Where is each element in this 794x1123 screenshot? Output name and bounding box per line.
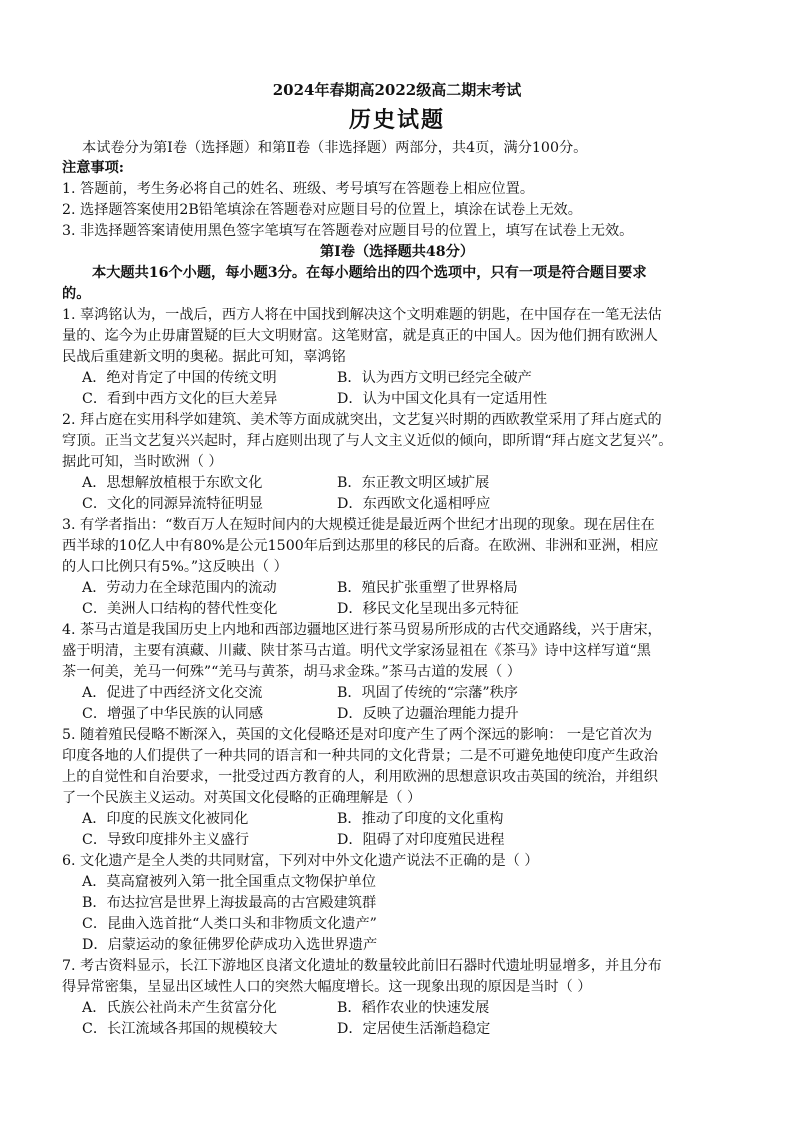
question-3-option-b: B．殖民扩张重塑了世界格局 bbox=[337, 580, 518, 596]
question-6-option-c: C．昆曲入选首批“人类口头和非物质文化遗产” bbox=[82, 916, 377, 932]
question-2-stem: 2. 拜占庭在实用科学如建筑、美术等方面成就突出，文艺复兴时期的西欧教堂采用了拜占庭式的 bbox=[62, 412, 662, 428]
question-5-stem: 了一个民族主义运动。对英国文化侵略的正确理解是（ ） bbox=[62, 790, 422, 806]
question-2-option-d: D．东西欧文化遥相呼应 bbox=[337, 496, 491, 512]
question-1-option-c: C．看到中西方文化的巨大差异 bbox=[82, 391, 278, 407]
question-7-stem: 7. 考古资料显示，长江下游地区良渚文化遗址的数量较此前旧石器时代遗址明显增多，并且分布 bbox=[62, 958, 662, 974]
question-7-option-b: B．稻作农业的快速发展 bbox=[337, 1000, 490, 1016]
question-7-option-c: C．长江流域各邦国的规模较大 bbox=[82, 1021, 278, 1037]
question-3-stem: 西半球的10亿人中有80%是公元1500年后到达那里的移民的后裔。在欧洲、非洲和亚洲，相应 bbox=[62, 538, 659, 554]
question-5-option-c: C．导致印度排外主义盛行 bbox=[82, 832, 249, 848]
question-3-stem: 3. 有学者指出：“数百万人在短时间内的大规模迁徙是最近两个世纪才出现的现象。现在居住在 bbox=[62, 517, 655, 533]
question-1-stem: 1. 辜鸿铭认为，一战后，西方人将在中国找到解决这个文明难题的钥匙，在中国存在一笔无法估 bbox=[62, 307, 662, 323]
question-7-option-d: D．定居使生活渐趋稳定 bbox=[337, 1021, 491, 1037]
question-1-stem: 量的、迄今为止毋庸置疑的巨大文明财富。这笔财富，就是真正的中国人。因为他们拥有欧洲人 bbox=[62, 328, 658, 344]
question-5-stem: 上的自觉性和自治要求，一批受过西方教育的人，利用欧洲的思想意识攻击英国的统治，并组织 bbox=[62, 769, 658, 785]
question-4-option-a: A．促进了中西经济文化交流 bbox=[82, 685, 263, 701]
question-7-stem: 得异常密集，呈显出区域性人口的突然大幅度增长。这一现象出现的原因是当时（ ） bbox=[62, 979, 592, 995]
question-2-option-b: B．东正教文明区域扩展 bbox=[337, 475, 490, 491]
question-2-option-c: C．文化的同源异流特征明显 bbox=[82, 496, 264, 512]
question-3-stem: 的人口比例只有5%。”这反映出（ ） bbox=[62, 559, 288, 575]
question-6-option-d: D．启蒙运动的象征佛罗伦萨成功入选世界遗产 bbox=[82, 937, 378, 953]
question-1-stem: 民战后重建新文明的奥秘。据此可知，辜鸿铭 bbox=[62, 349, 346, 365]
question-3-option-c: C．美洲人口结构的替代性变化 bbox=[82, 601, 278, 617]
note-item: 3. 非选择题答案请使用黑色签字笔填写在答题卷对应题目号的位置上，填写在试卷上无效。 bbox=[62, 223, 634, 239]
question-5-stem: 5. 随着殖民侵略不断深入，英国的文化侵略还是对印度产生了两个深远的影响： 一是它首次为 bbox=[62, 727, 653, 743]
question-5-stem: 印度各地的人们提供了一种共同的语言和一种共同的文化背景；二是不可避免地使印度产生政治 bbox=[62, 748, 658, 764]
question-6-option-a: A．莫高窟被列入第一批全国重点文物保护单位 bbox=[82, 874, 376, 890]
question-2-stem: 穹顶。正当文艺复兴兴起时，拜占庭则出现了与人文主义近似的倾向，即所谓“拜占庭文艺复兴”。 bbox=[62, 433, 673, 449]
question-5-option-d: D．阻碍了对印度殖民进程 bbox=[337, 832, 505, 848]
question-1-option-b: B．认为西方文明已经完全破产 bbox=[337, 370, 532, 386]
question-1-option-d: D．认为中国文化具有一定适用性 bbox=[337, 391, 548, 407]
intro-text: 本试卷分为第Ⅰ卷（选择题）和第Ⅱ卷（非选择题）两部分，共4页，满分100分。 bbox=[82, 140, 588, 156]
question-4-option-c: C．增强了中华民族的认同感 bbox=[82, 706, 264, 722]
question-4-option-d: D．反映了边疆治理能力提升 bbox=[337, 706, 519, 722]
subject-title: 历史试题 bbox=[348, 107, 445, 133]
note-item: 1. 答题前，考生务必将自己的姓名、班级、考号填写在答题卷上相应位置。 bbox=[62, 181, 535, 197]
question-4-stem: 盛于明清，主要有滇藏、川藏、陕甘茶马古道。明代文学家汤显祖在《茶马》诗中这样写道“黑 bbox=[62, 643, 651, 659]
note-item: 2. 选择题答案使用2B铅笔填涂在答题卷对应题目号的位置上，填涂在试卷上无效。 bbox=[62, 202, 582, 218]
question-7-option-a: A．氏族公社尚未产生贫富分化 bbox=[82, 1000, 277, 1016]
question-4-stem: 4. 茶马古道是我国历史上内地和西部边疆地区进行茶马贸易所形成的古代交通路线，兴于唐宋， bbox=[62, 622, 662, 638]
question-2-option-a: A．思想解放植根于东欧文化 bbox=[82, 475, 263, 491]
question-4-option-b: B．巩固了传统的“宗藩”秩序 bbox=[337, 685, 518, 701]
section-title: 第Ⅰ卷（选择题共48分） bbox=[319, 244, 475, 260]
notes-heading: 注意事项: bbox=[62, 160, 124, 176]
section-instruction-end: 的。 bbox=[62, 286, 91, 302]
exam-line: 2024年春期高2022级高二期末考试 bbox=[272, 81, 522, 99]
question-3-option-d: D．移民文化呈现出多元特征 bbox=[337, 601, 519, 617]
question-3-option-a: A．劳动力在全球范围内的流动 bbox=[82, 580, 277, 596]
question-4-stem: 茶一何美，羌马一何殊”“羌马与黄茶，胡马求金珠。”茶马古道的发展（ ） bbox=[62, 664, 521, 680]
question-6-option-b: B．布达拉宫是世界上海拔最高的古宫殿建筑群 bbox=[82, 895, 377, 911]
question-2-stem: 据此可知，当时欧洲（ ） bbox=[62, 454, 223, 470]
question-6-stem: 6. 文化遗产是全人类的共同财富，下列对中外文化遗产说法不正确的是（ ） bbox=[62, 853, 539, 869]
question-5-option-b: B．推动了印度的文化重构 bbox=[337, 811, 504, 827]
question-1-option-a: A．绝对肯定了中国的传统文明 bbox=[82, 370, 277, 386]
section-instruction: 本大题共16个小题，每小题3分。在每小题给出的四个选项中，只有一项是符合题目要求 bbox=[92, 265, 647, 281]
question-5-option-a: A．印度的民族文化被同化 bbox=[82, 811, 249, 827]
